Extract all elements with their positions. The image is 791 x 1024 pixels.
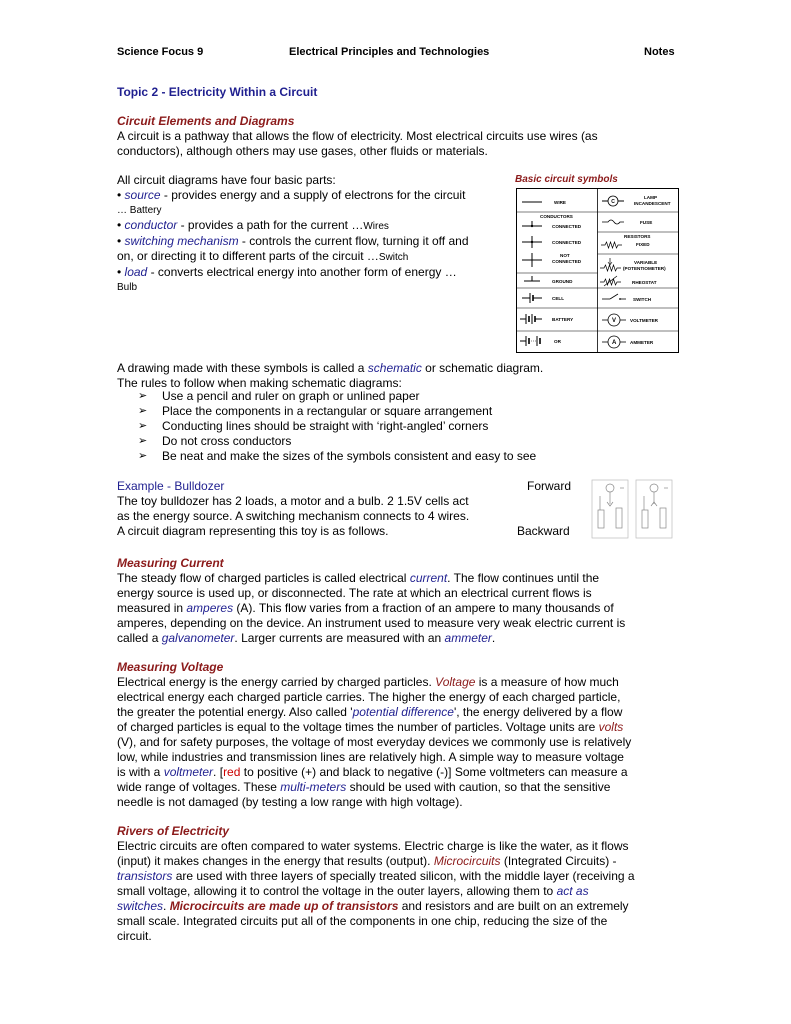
paragraph-measuring-voltage: [117, 675, 682, 810]
rule-text: Use a pencil and ruler on graph or unlined paper: [162, 389, 420, 403]
label-connected: CONNECTED: [552, 240, 582, 245]
text-line: [117, 720, 682, 735]
text-line: The rules to follow when making schematic diagrams:: [117, 376, 402, 390]
list-item: [138, 389, 536, 404]
label-rheostat: RHEOSTAT: [632, 280, 657, 285]
label-fuse: FUSE: [640, 220, 653, 225]
label-variable: VARIABLE: [634, 260, 658, 265]
text-span: A drawing made with these symbols is called a: [117, 361, 368, 375]
text-line: circuit.: [117, 929, 152, 943]
text-line: [117, 854, 682, 869]
text-span: of charged particles is equal to the voltage times the number of particles. Voltage units are: [117, 720, 599, 734]
section-heading-rivers: Rivers of Electricity: [117, 824, 230, 838]
section-heading-measuring-voltage: Measuring Voltage: [117, 660, 224, 674]
text-span: is a measure of how much: [475, 675, 619, 689]
example-wires: Wires: [363, 221, 389, 232]
header-unit: Electrical Principles and Technologies: [289, 46, 490, 58]
text-line: (V), and for safety purposes, the voltage of most everyday devices we commonly use is relatively: [117, 735, 632, 749]
text-line: The toy bulldozer has 2 loads, a motor and a bulb. 2 1.5V cells act: [117, 494, 469, 508]
text-line: [117, 675, 682, 690]
term-voltage: Voltage: [435, 675, 476, 689]
text-line: low, while industries and transmission lines are relatively high. A simple way to measure voltage: [117, 750, 624, 764]
term-schematic: schematic: [367, 361, 422, 375]
text-span: measured in: [117, 601, 187, 615]
text-line: A circuit diagram representing this toy is as follows.: [117, 524, 389, 538]
text-line: energy source is used up, or disconnected. The rate at which an electrical current flows is: [117, 586, 592, 600]
list-item: [138, 449, 536, 464]
text-span: . Larger currents are measured with an: [234, 631, 445, 645]
label-voltmeter: VOLTMETER: [630, 318, 658, 323]
list-item: [138, 434, 536, 449]
text-line: small scale. Integrated circuits put all of the components in one chip, reducing the size of the: [117, 914, 608, 928]
label-backward: Backward: [517, 524, 570, 538]
arrow-bullet-icon: ➢: [138, 420, 148, 432]
text-span: - converts electrical energy into another form of energy …: [147, 265, 457, 279]
label-voltmeter-letter: V: [612, 318, 617, 324]
term-switches: switches: [117, 899, 164, 913]
term-load: load: [124, 265, 148, 279]
text-line: [117, 899, 682, 914]
part-conductor: • conductor - provides a path for the current …Wires: [117, 218, 389, 232]
paragraph-schematic: [117, 361, 682, 391]
label-ammeter-letter: A: [612, 340, 617, 346]
text-span: the greater the potential energy. Also called ': [117, 705, 353, 719]
text-line: A circuit is a pathway that allows the flow of electricity. Most electrical circuits use wires (as: [117, 129, 598, 143]
arrow-bullet-icon: ➢: [138, 390, 148, 402]
arrow-bullet-icon: ➢: [138, 435, 148, 447]
term-voltmeter: voltmeter: [163, 765, 214, 779]
rule-text: Place the components in a rectangular or square arrangement: [162, 404, 493, 418]
text-span: is with a: [117, 765, 164, 779]
paragraph-basic-parts: [117, 173, 507, 295]
list-item: [138, 419, 536, 434]
term-act-as: act as: [556, 884, 589, 898]
label-cell: CELL: [552, 296, 564, 301]
header-notes: Notes: [644, 46, 675, 58]
text-line: [117, 869, 682, 884]
label-or: OR: [554, 339, 561, 344]
label-not-connected: CONNECTED: [552, 259, 582, 264]
example-bulb: Bulb: [117, 282, 138, 293]
circuit-symbols-table: [516, 188, 679, 353]
text-span: small voltage, allowing it to control the voltage in the outer layers, allowing them to: [117, 884, 557, 898]
label-potentiometer: (POTENTIOMETER): [623, 266, 666, 271]
text-line: [117, 601, 682, 616]
text-line: [117, 631, 682, 646]
bulldozer-circuit-diagram: [588, 476, 676, 542]
text-line: All circuit diagrams have four basic parts:: [117, 173, 336, 187]
paragraph-rivers: [117, 839, 682, 944]
emphasis-microcircuits: Microcircuits are made up of transistors: [169, 899, 399, 913]
text-span: .: [163, 899, 170, 913]
label-ground: GROUND: [552, 279, 573, 284]
paragraph-measuring-current: [117, 571, 682, 646]
paragraph-circuit-intro: [117, 129, 682, 159]
text-span: .: [491, 631, 496, 645]
label-wire: WIRE: [554, 200, 566, 205]
text-span: called a: [117, 631, 162, 645]
list-item: [138, 404, 536, 419]
label-incandescent: INCANDESCENT: [634, 201, 671, 206]
term-source: source: [124, 188, 161, 202]
text-span: (input) it makes changes in the energy that results (output).: [117, 854, 434, 868]
term-switching-mechanism: switching mechanism: [124, 234, 239, 248]
section-heading-circuit-elements: Circuit Elements and Diagrams: [117, 114, 295, 128]
part-switching-cont: [117, 249, 507, 265]
part-source: • source - provides energy and a supply of electrons for the circuit: [117, 188, 466, 202]
term-conductor: conductor: [124, 218, 178, 232]
text-span: or schematic diagram.: [421, 361, 544, 375]
text-span: are used with three layers of specially treated silicon, with the middle layer (receiving a: [172, 869, 635, 883]
text-line: [117, 884, 682, 899]
text-line: needle is not damaged (by testing a low range with high voltage).: [117, 795, 463, 809]
text-span: to positive (+) and black to negative (-)] Some voltmeters can measure a: [240, 765, 628, 779]
text-line: amperes, depending on the device. An instrument used to measure very weak electric current is: [117, 616, 626, 630]
text-span: and resistors and are built on an extremely: [398, 899, 629, 913]
text-span: ', the energy delivered by a flow: [453, 705, 623, 719]
arrow-bullet-icon: ➢: [138, 450, 148, 462]
text-line: [117, 361, 682, 376]
text-span: Electrical energy is the energy carried by charged particles.: [117, 675, 436, 689]
arrow-bullet-icon: ➢: [138, 405, 148, 417]
label-resistors: RESISTORS: [624, 234, 651, 239]
text-span: . [: [213, 765, 224, 779]
text-red: red: [223, 765, 241, 779]
text-line: [117, 571, 682, 586]
term-microcircuits: Microcircuits: [433, 854, 501, 868]
rule-text: Be neat and make the sizes of the symbols consistent and easy to see: [162, 449, 537, 463]
rule-text: Conducting lines should be straight with ‘right-angled’ corners: [162, 419, 489, 433]
term-galvanometer: galvanometer: [161, 631, 235, 645]
text-span: (Integrated Circuits) -: [500, 854, 617, 868]
label-fixed: FIXED: [636, 242, 650, 247]
example-battery: … Battery: [117, 205, 162, 216]
header-course: Science Focus 9: [117, 46, 204, 58]
text-span: The steady flow of charged particles is called electrical: [117, 571, 410, 585]
section-heading-measuring-current: Measuring Current: [117, 556, 224, 570]
part-switching: • switching mechanism - controls the current flow, turning it off and: [117, 234, 469, 248]
text-line: electrical energy each charged particle carries. The higher the energy of each charged particle,: [117, 690, 621, 704]
term-volts: volts: [598, 720, 624, 734]
label-battery: BATTERY: [552, 317, 574, 322]
schematic-rules-list: [138, 389, 536, 464]
term-transistors: transistors: [117, 869, 173, 883]
example-switch: Switch: [378, 252, 409, 263]
label-not: NOT: [560, 253, 570, 258]
term-ammeter: ammeter: [444, 631, 492, 645]
example-title: Example - Bulldozer: [117, 479, 225, 493]
text-span: should be used with caution, so that the sensitive: [346, 780, 611, 794]
text-line: conductors), although others may use gases, other fluids or materials.: [117, 144, 488, 158]
text-span: wide range of voltages. These: [117, 780, 281, 794]
label-switch: SWITCH: [633, 297, 652, 302]
text-span: - provides a path for the current …: [177, 218, 364, 232]
text-line: Electric circuits are often compared to water systems. Electric charge is like the water, as it flows: [117, 839, 629, 853]
text-line: [117, 705, 682, 720]
label-ammeter: AMMETER: [630, 340, 654, 345]
paragraph-bulldozer-example: [117, 479, 517, 539]
symbols-title: Basic circuit symbols: [515, 174, 618, 185]
text-span: on, or directing it to different parts of the circuit …: [117, 249, 379, 263]
label-lamp: LAMP: [644, 195, 658, 200]
label-lamp-letter: C: [611, 199, 615, 205]
topic-title: Topic 2 - Electricity Within a Circuit: [117, 85, 318, 99]
term-multi-meters: multi-meters: [280, 780, 347, 794]
text-line: [117, 780, 682, 795]
text-line: as the energy source. A switching mechanism connects to 4 wires.: [117, 509, 470, 523]
term-current: current: [409, 571, 448, 585]
text-line: [117, 765, 682, 780]
part-load: • load - converts electrical energy into another form of energy …: [117, 265, 457, 279]
label-forward: Forward: [527, 479, 572, 493]
label-conductors: CONDUCTORS: [540, 214, 573, 219]
term-potential-difference: potential difference: [352, 705, 454, 719]
label-connected: CONNECTED: [552, 224, 582, 229]
term-amperes: amperes: [186, 601, 234, 615]
text-span: - provides energy and a supply of electrons for the circuit: [160, 188, 466, 202]
text-span: . The flow continues until the: [447, 571, 600, 585]
rule-text: Do not cross conductors: [162, 434, 292, 448]
text-span: (A). This flow varies from a fraction of an ampere to many thousands of: [233, 601, 614, 615]
text-span: - controls the current flow, turning it off and: [238, 234, 469, 248]
